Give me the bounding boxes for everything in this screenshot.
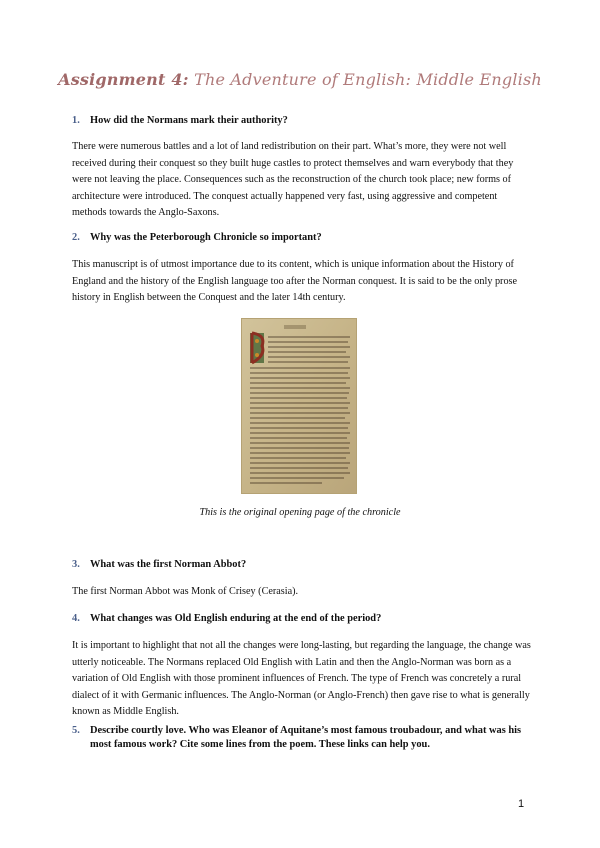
answer-4: It is important to highlight that not all the changes were long-lasting, but regarding the language, the change was utterly noticeable. The Normans replaced Old English with Latin and then the Anglo-Norman was born as a variation of Old English with those prominent influences of French. The type of French was concretely a rural dialect of it with Germanic influences. The Anglo-Norman (or Anglo-French) then gave rise to what is generally known as Middle English. [72,640,531,718]
document-title [0,70,600,89]
question-2 [72,231,530,245]
answer-3: The first Norman Abbot was Monk of Crisey (Cerasia). [72,586,299,597]
question-4-number: 4. [72,613,80,624]
answer-2: This manuscript is of utmost importance due to its content, which is unique information about the History of England and the history of the English language too after the Norman conquest. It is said to be the only prose history in English between the Conquest and the later 14th century. [72,259,518,304]
figure-caption: This is the original opening page of the chronicle [199,507,401,518]
question-3 [72,558,530,572]
question-3-text: What was the first Norman Abbot? [90,559,247,570]
title-rest: The Adventure of English: Middle English [188,70,542,89]
question-2-number: 2. [72,232,80,243]
question-4-text: What changes was Old English enduring at the end of the period? [90,613,382,624]
question-5-text: Describe courtly love. Who was Eleanor of Aquitane’s most famous troubadour, and what was his most famous work? Cite some lines from the poem. These links can help you. [90,725,522,750]
question-5-number: 5. [72,725,80,736]
manuscript-illustration [242,319,357,494]
question-2-text: Why was the Peterborough Chronicle so important? [90,232,322,243]
question-5 [72,724,530,752]
answer-1: There were numerous battles and a lot of land redistribution on their part. What’s more, they were not well received during their conquest so they built huge castles to protect themselves and warn everybody that they were not leaving the place. Consequences such as the reconstruction of the church took place; new forms of architecture were introduced. The conquest actually happened very fast, using aggressive and competent methods towards the Anglo-Saxons. [72,141,514,219]
question-1-number: 1. [72,115,80,126]
title-lead: Assignment 4: [58,70,189,89]
question-1 [72,114,530,128]
page-number: 1 [518,798,525,810]
question-3-number: 3. [72,559,80,570]
question-1-text: How did the Normans mark their authority? [90,115,288,126]
question-4 [72,612,530,626]
manuscript-image [241,318,357,494]
